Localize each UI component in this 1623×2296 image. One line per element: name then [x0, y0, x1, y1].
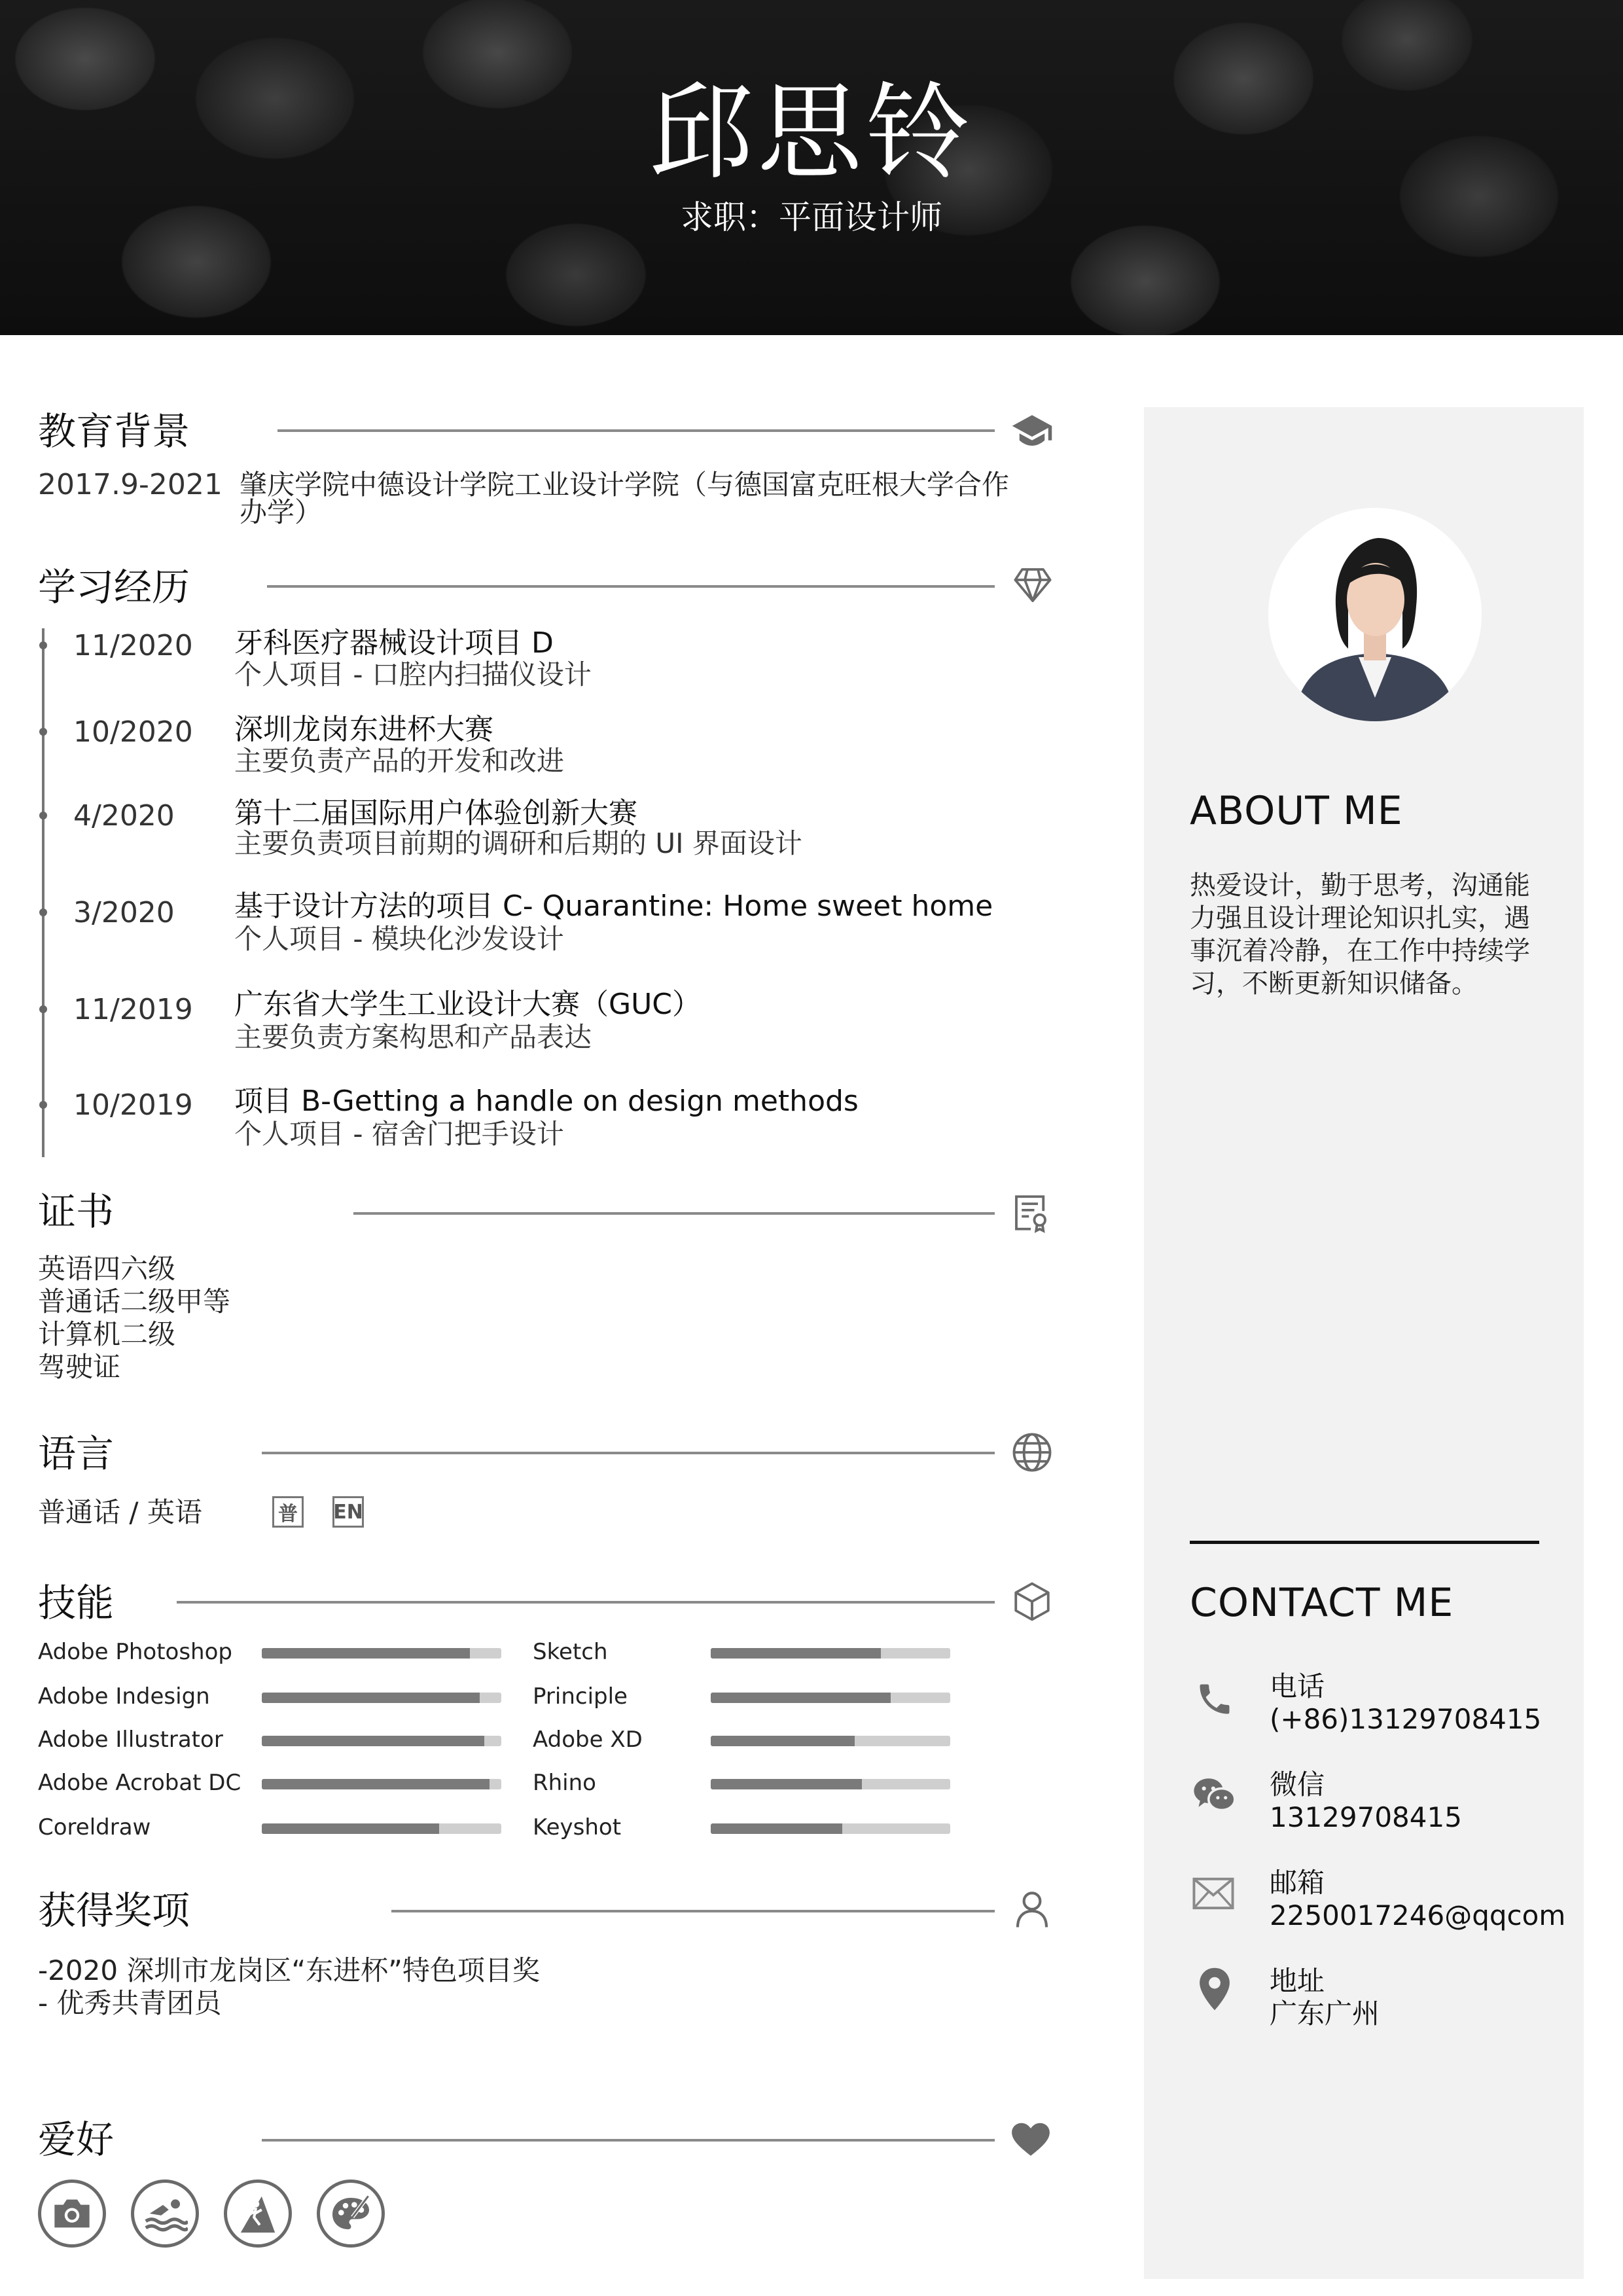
section-divider: [262, 1452, 995, 1454]
globe-icon: [1010, 1431, 1054, 1474]
timeline-dot: [39, 908, 47, 916]
experience-desc: 个人项目 - 口腔内扫描仪设计: [234, 658, 592, 691]
section-divider: [391, 1910, 995, 1912]
skill-name: Rhino: [533, 1770, 596, 1796]
contact-label: 邮箱: [1270, 1867, 1325, 1899]
skill-bar-fill: [262, 1693, 480, 1703]
education-school-cont: 办学）: [240, 496, 323, 528]
section-title-experience: 学习经历: [38, 565, 190, 609]
wechat-icon: [1192, 1775, 1232, 1814]
skill-bar: [711, 1823, 950, 1834]
skill-name: Sketch: [533, 1639, 608, 1665]
heart-icon: [1009, 2118, 1052, 2161]
skill-bar-fill: [711, 1823, 842, 1834]
experience-title: 第十二届国际用户体验创新大赛: [234, 797, 637, 830]
skill-name: Adobe Acrobat DC: [38, 1770, 241, 1796]
skill-bar-fill: [262, 1736, 484, 1746]
section-title-hobbies: 爱好: [38, 2117, 115, 2162]
certificate-icon: [1009, 1191, 1052, 1234]
timeline-line: [42, 628, 45, 1157]
skill-bar-fill: [711, 1736, 855, 1746]
skill-bar: [711, 1736, 950, 1746]
skill-name: Adobe Illustrator: [38, 1727, 223, 1753]
certificate-item: 计算机二级: [38, 1318, 176, 1350]
phone-icon: [1195, 1679, 1234, 1719]
about-title: ABOUT ME: [1190, 788, 1403, 834]
timeline-dot: [39, 641, 47, 649]
experience-date: 3/2020: [73, 896, 175, 929]
timeline-dot: [39, 728, 47, 736]
english-badge: EN: [332, 1496, 364, 1528]
award-item: -2020 深圳市龙岗区“东进杯”特色项目奖: [38, 1954, 540, 1986]
section-title-education: 教育背景: [38, 409, 190, 454]
experience-date: 11/2020: [73, 629, 193, 662]
contact-value[interactable]: 2250017246@qqcom: [1270, 1899, 1566, 1931]
mandarin-badge: 普: [272, 1496, 304, 1528]
section-title-awards: 获得奖项: [38, 1888, 190, 1933]
contact-label: 地址: [1270, 1965, 1325, 1997]
skill-bar-fill: [262, 1823, 439, 1834]
avatar: [1268, 508, 1482, 721]
timeline-dot: [39, 1005, 47, 1013]
header-banner: [0, 0, 1623, 335]
skill-bar: [262, 1648, 501, 1659]
skill-bar: [711, 1648, 950, 1659]
skill-bar: [711, 1693, 950, 1703]
skill-bar-fill: [711, 1779, 862, 1789]
experience-desc: 主要负责项目前期的调研和后期的 UI 界面设计: [234, 827, 802, 859]
skill-bar-fill: [262, 1779, 490, 1789]
painting-icon: [317, 2179, 385, 2248]
skill-name: Adobe XD: [533, 1727, 643, 1753]
experience-date: 4/2020: [73, 799, 175, 833]
education-date: 2017.9-2021: [38, 468, 223, 501]
skill-bar: [262, 1779, 501, 1789]
contact-title: CONTACT ME: [1190, 1580, 1454, 1626]
experience-desc: 主要负责产品的开发和改进: [234, 745, 565, 777]
experience-title: 基于设计方法的项目 C- Quarantine: Home sweet home: [234, 889, 993, 923]
skill-name: Adobe Photoshop: [38, 1639, 232, 1665]
experience-date: 10/2019: [73, 1088, 193, 1122]
experience-desc: 主要负责方案构思和产品表达: [234, 1021, 592, 1053]
cube-icon: [1010, 1580, 1054, 1623]
mail-icon: [1192, 1877, 1232, 1916]
section-divider: [267, 585, 995, 588]
diamond-icon: [1012, 564, 1055, 607]
about-line: 热爱设计，勤于思考，沟通能: [1190, 870, 1530, 901]
certificate-item: 英语四六级: [38, 1253, 176, 1285]
experience-desc: 个人项目 - 模块化沙发设计: [234, 923, 564, 955]
job-objective: 求职：平面设计师: [681, 198, 942, 236]
timeline-dot: [39, 1101, 47, 1109]
education-school: 肇庆学院中德设计学院工业设计学院（与德国富克旺根大学合作: [240, 469, 1010, 501]
about-line: 力强且设计理论知识扎实，遇: [1190, 903, 1530, 933]
applicant-name: 邱思铃: [648, 71, 974, 194]
skill-name: Keyshot: [533, 1814, 622, 1840]
contact-label: 电话: [1270, 1670, 1325, 1702]
timeline-dot: [39, 812, 47, 819]
section-title-certificates: 证书: [38, 1189, 115, 1234]
experience-title: 项目 B-Getting a handle on design methods: [234, 1085, 859, 1118]
certificate-item: 驾驶证: [38, 1351, 121, 1383]
location-icon: [1196, 1966, 1236, 2005]
contact-value: 广东广州: [1270, 1998, 1380, 2030]
section-divider: [353, 1212, 995, 1215]
skill-bar: [711, 1779, 950, 1789]
contact-label: 微信: [1270, 1768, 1325, 1801]
climbing-icon: [224, 2179, 292, 2248]
section-divider: [277, 429, 995, 432]
skill-bar: [262, 1823, 501, 1834]
section-title-skills: 技能: [38, 1581, 115, 1625]
skill-name: Coreldraw: [38, 1814, 151, 1840]
experience-title: 深圳龙岗东进杯大赛: [234, 713, 493, 746]
skill-name: Adobe Indesign: [38, 1683, 210, 1710]
about-text: [1190, 869, 1569, 1000]
experience-title: 牙科医疗器械设计项目 D: [234, 626, 554, 660]
skill-bar: [262, 1693, 501, 1703]
about-line: 习，不断更新知识储备。: [1190, 969, 1478, 999]
skill-bar-fill: [711, 1648, 881, 1659]
contact-value[interactable]: 13129708415: [1270, 1801, 1462, 1833]
graduation-cap-icon: [1010, 410, 1054, 453]
skill-name: Principle: [533, 1683, 628, 1710]
swimming-icon: [131, 2179, 199, 2248]
person-icon: [1010, 1888, 1054, 1931]
experience-desc: 个人项目 - 宿舍门把手设计: [234, 1118, 564, 1150]
contact-divider: [1190, 1541, 1539, 1544]
experience-date: 11/2019: [73, 993, 193, 1026]
section-divider: [177, 1601, 995, 1604]
skill-bar-fill: [262, 1648, 470, 1659]
about-line: 事沉着冷静，在工作中持续学: [1190, 936, 1530, 966]
skill-bar-fill: [711, 1693, 891, 1703]
award-item: - 优秀共青团员: [38, 1987, 222, 2019]
language-text: 普通话 / 英语: [38, 1496, 202, 1528]
camera-icon: [38, 2179, 106, 2248]
section-title-languages: 语言: [38, 1431, 115, 1476]
experience-title: 广东省大学生工业设计大赛（GUC）: [234, 988, 702, 1021]
section-divider: [262, 2139, 995, 2142]
certificate-item: 普通话二级甲等: [38, 1285, 231, 1318]
skill-bar: [262, 1736, 501, 1746]
contact-value[interactable]: (+86)13129708415: [1270, 1703, 1542, 1735]
experience-date: 10/2020: [73, 715, 193, 749]
